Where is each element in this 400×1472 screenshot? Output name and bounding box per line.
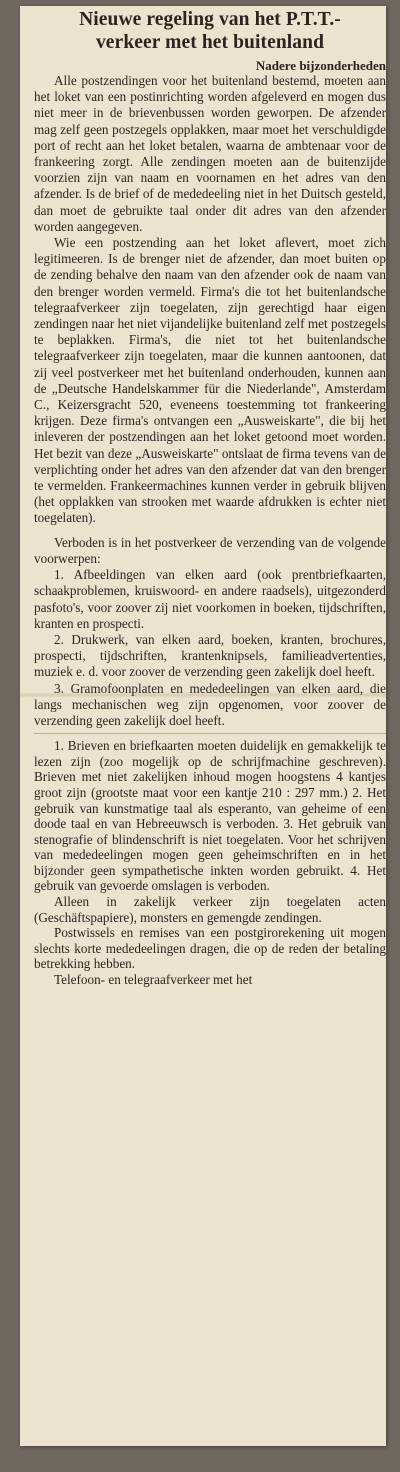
paragraph-prohibited-1: 1. Afbeeldingen van elken aard (ook prentbriefkaarten, schaakproblemen, kruiswoord- en andere raadsels), uitgezonderd pasfoto's, voor zoover zij niet voorkomen in boeken, tijdschriften, kranten en prospecti. (34, 567, 386, 631)
paragraph-telephone: Telefoon- en telegraafverkeer met het (54, 972, 253, 988)
article (34, 6, 386, 988)
article-subtitle: Nadere bijzonderheden (255, 58, 386, 73)
paragraph-prohibited-3: 3. Gramofoonplaten en mededeelingen van elken aard, die langs mechanischen weg zijn opgenomen, voor zoover de verzending geen zakelijk doel heeft. (34, 680, 386, 728)
paragraph-letters: 1. Brieven en briefkaarten moeten duidelijk en gemakkelijk te lezen zijn (zoo mogelijk op de schrijfmachine geschreven). Brieven met niet zakelijken inhoud mogen hoogstens 4 kantjes groot zijn (grootste maat voor een kantje 210 : 297 mm.) 2. Het gebruik van kunstmatige taal als esperanto, van geheime of een doode taal en van Hebreeuwsch is verboden. 3. Het gebruik van stenografie of blindenschrift is niet toegelaten. Voor het schrijven van mededeelingen mogen geen geheimschriften en in het bijzonder geen sympathetische inkten worden gebruikt. 4. Het gebruik van gevoerde omslagen is verboden. (34, 738, 386, 894)
paragraph-delivery: Alle postzendingen voor het buitenland bestemd, moeten aan het loket van een postinrichting worden afgeleverd en mogen dus niet meer in de brievenbussen worden geworpen. De afzender mag zelf geen postzegels opplakken, maar moet het verschuldigde port of recht aan het loket betalen, waarna de ambtenaar voor de frankeering zorgt. Alle zendingen moeten aan de buitenzijde voorzien zijn van naam en voornamen en het adres van den afzender. Is de brief of de mededeeling niet in het Duitsch gesteld, dan moet de gebruikte taal onder dit adres van den afzender worden aangegeven. (34, 73, 386, 234)
article-title (34, 8, 386, 54)
paragraph-postal-orders: Postwissels en remises van een postgirorekening uit mogen slechts korte mededeelingen dragen, die op de reden der betaling betrekking hebben. (34, 925, 386, 972)
paragraph-prohibited-2: 2. Drukwerk, van elken aard, boeken, kranten, brochures, prospecti, tijdschriften, krantenknipsels, familieadvertenties, muziek e. d. voor zoover de verzending geen zakelijk doel heeft. (34, 631, 386, 680)
newspaper-clipping (20, 6, 386, 1446)
paragraph-prohibited-intro: Verboden is in het postverkeer de verzending van de volgende voorwerpen: (34, 534, 386, 566)
paragraph-legitimation: Wie een postzending aan het loket aflevert, moet zich legitimeeren. Is de brenger niet de afzender, dan moet buiten op de zending behalve den naam van den afzender ook de naam van den brenger worden vermeld. Firma's die tot het buitenlandsche telegraafverkeer zijn toegelaten, zijn gerechtigd haar eigen zendingen naar het niet vijandelijke buitenland zelf met postzegels te beplakken. Firma's, die niet tot het buitenlandsche telegraafverkeer zijn toegelaten, maar die kunnen aantoonen, dat zij veel postverkeer met het buitenland onderhouden, kunnen aan de „Deutsche Handelskammer für die Niederlande", Amsterdam C., Keizersgracht 520, eveneens toestemming tot frankeering krijgen. Deze firma's ontvangen een „Ausweiskarte", die bij het inleveren der postzendingen aan het loket getoond moet worden. Het bezit van deze „Ausweiskarte" ontslaat de firma tevens van de verplichting onder het adres van den afzender dat van den brenger te vermelden. Frankeermachines kunnen verder in gebruik blijven (het opplakken van strooken met waarde afdrukken is echter niet toegelaten). (34, 235, 386, 526)
section-divider (34, 733, 386, 734)
paragraph-business: Alleen in zakelijk verkeer zijn toegelaten acten (Geschäftspapiere), monsters en gemengde zendingen. (34, 894, 386, 925)
title-line-2: verkeer met het buitenland (95, 32, 325, 53)
title-line-1: Nieuwe regeling van het P.T.T.- (79, 9, 341, 30)
